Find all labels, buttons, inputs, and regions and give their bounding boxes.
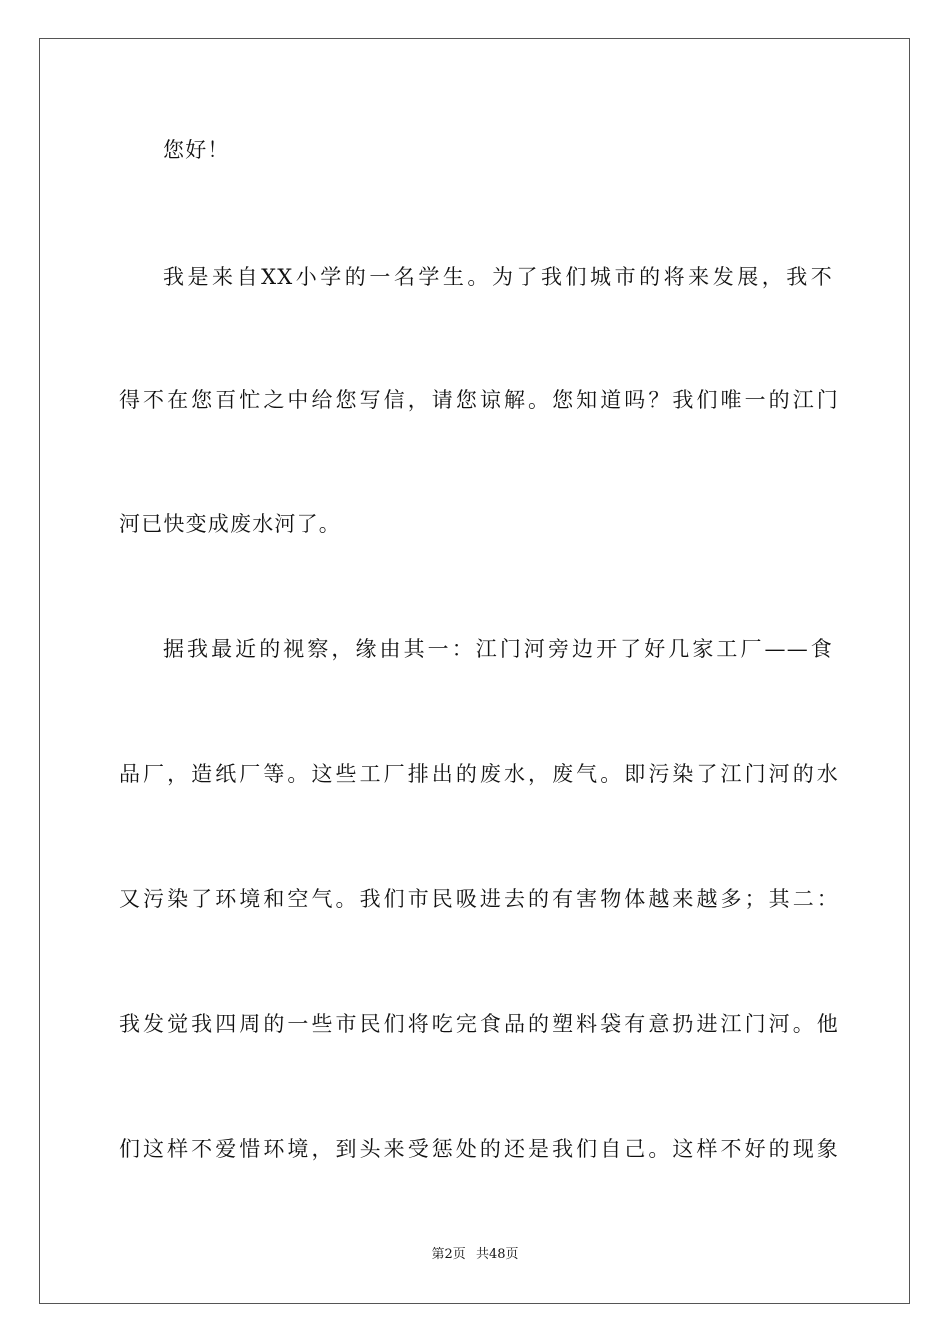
page-total: 共48页: [475, 1247, 519, 1262]
page-footer: [0, 1246, 950, 1264]
paragraph-line: 我是来自XX小学的一名学生。为了我们城市的将来发展，我不: [163, 265, 833, 289]
paragraph-line: 们这样不爱惜环境，到头来受惩处的还是我们自己。这样不好的现象: [119, 1137, 839, 1161]
paragraph-line: 品厂，造纸厂等。这些工厂排出的废水，废气。即污染了江门河的水: [119, 762, 839, 786]
paragraph-line: 河已快变成废水河了。: [119, 512, 341, 536]
paragraph-line: 得不在您百忙之中给您写信，请您谅解。您知道吗？我们唯一的江门: [119, 388, 839, 412]
paragraph-line: 据我最近的视察，缘由其一：江门河旁边开了好几家工厂——食: [163, 637, 833, 661]
page-border: [39, 38, 910, 1304]
paragraph-line: 我发觉我四周的一些市民们将吃完食品的塑料袋有意扔进江门河。他: [119, 1012, 839, 1036]
greeting-line: 您好！: [163, 138, 230, 162]
page-number: 第2页: [431, 1247, 466, 1262]
paragraph-line: 又污染了环境和空气。我们市民吸进去的有害物体越来越多；其二：: [119, 887, 839, 911]
